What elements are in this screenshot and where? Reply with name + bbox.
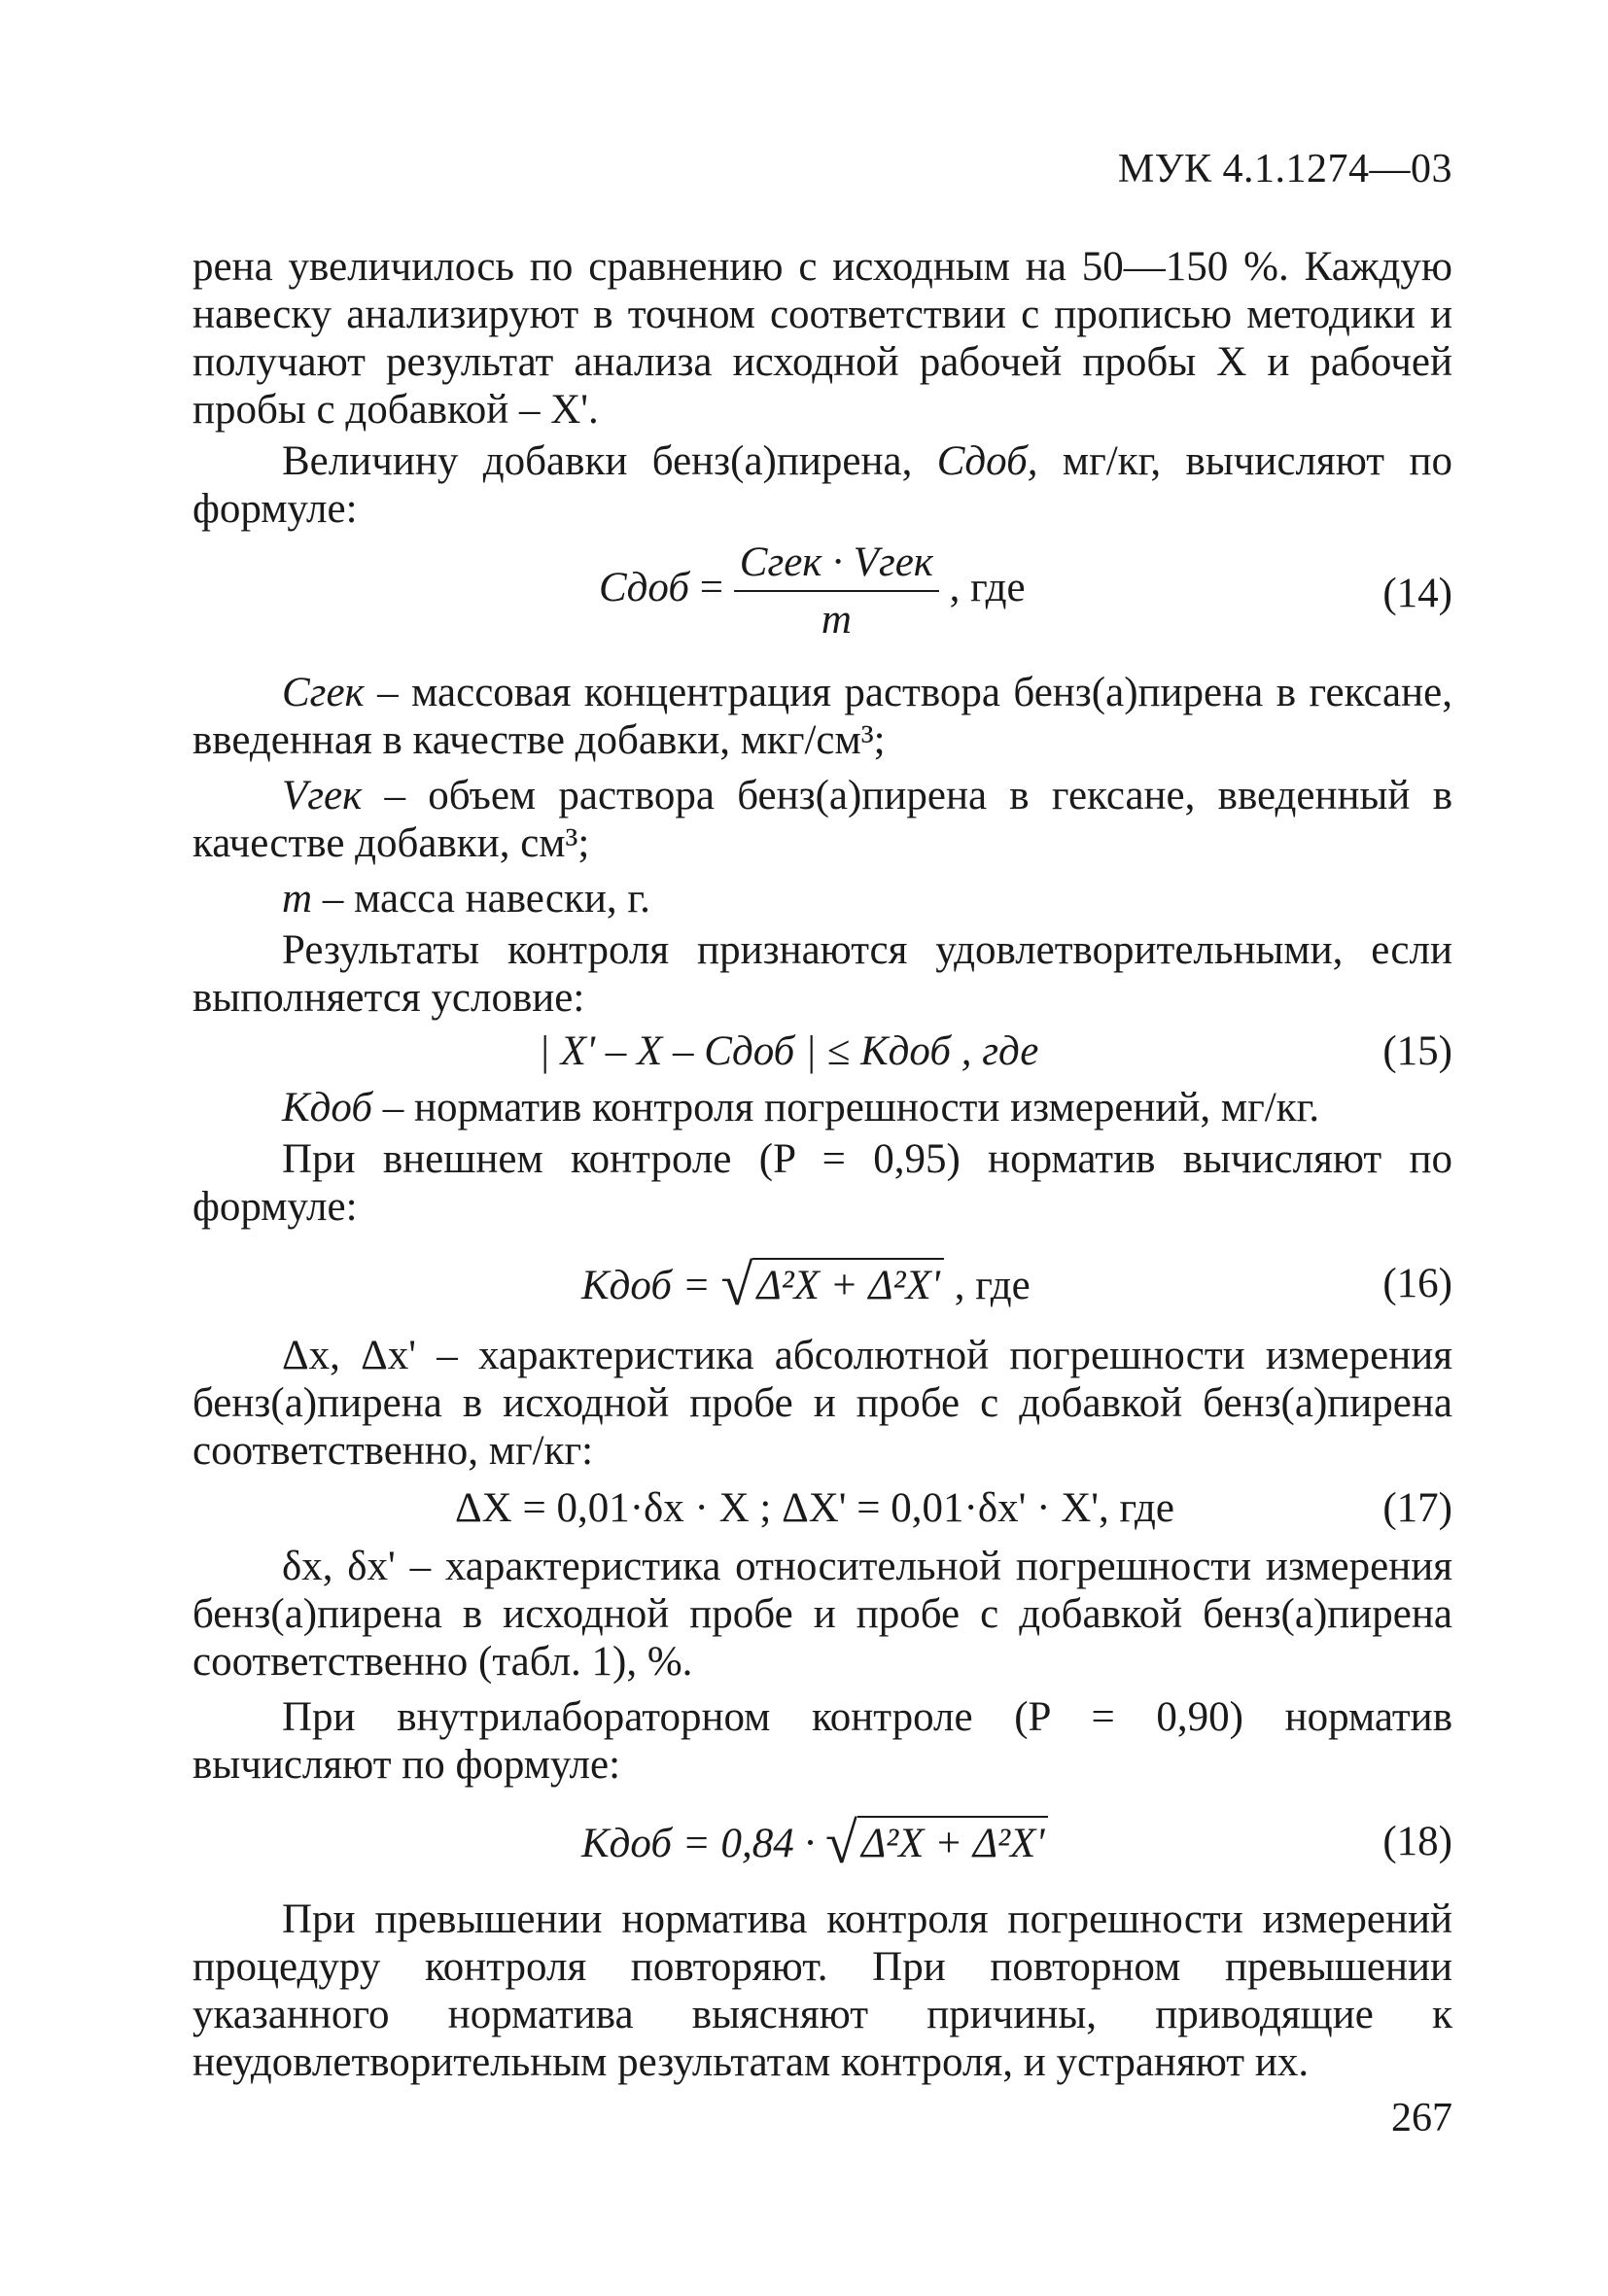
paragraph-conclusion: При превышении норматива контроля погрешности измерений процедуру контроля повторяют. При повторном превышении указанного норматива выясняют причины, приводящие к неудовлетворительным результатам контроля, и устраняют их. xyxy=(192,1896,1452,2085)
paragraph-external-control: При внешнем контроле (P = 0,95) норматив вычисляют по формуле: xyxy=(192,1136,1452,1230)
definition-v-hex: Vгек – объем раствора бенз(а)пирена в гексане, введенный в качестве добавки, см³; xyxy=(192,773,1452,866)
paragraph-internal-control: При внутрилабораторном контроле (P = 0,90) норматив вычисляют по формуле: xyxy=(192,1694,1452,1788)
definition-k-add: Kдоб – норматив контроля погрешности измерений, мг/кг. xyxy=(282,1085,1320,1131)
document-code: МУК 4.1.1274—03 xyxy=(1117,147,1452,191)
page-number: 267 xyxy=(1391,2096,1452,2140)
definition-c-hex: Cгек – массовая концентрация раствора бенз(а)пирена в гексане, введенная в качестве добавки, мкг/см³; xyxy=(192,670,1452,763)
equation-14: Cдоб = $\frac{\text{Cгек · Vгек}}{m}$ , где (14) xyxy=(599,539,1452,643)
paragraph-addition: Величину добавки бенз(а)пирена, Cдоб, мг/кг, вычисляют по формуле: xyxy=(192,438,1452,532)
definition-delta: Δx, Δx' – характеристика абсолютной погрешности измерения бенз(а)пирена в исходной пробе и пробе с добавкой бенз(а)пирена соответственно, мг/кг: xyxy=(192,1333,1452,1474)
equation-18: Kдоб = 0,84 · √Δ²X + Δ²X' (18) xyxy=(581,1811,1452,1875)
equation-16: Kдоб = √Δ²X + Δ²X' , где (16) xyxy=(581,1253,1452,1317)
equation-number: (14) xyxy=(1382,571,1452,616)
page-body xyxy=(192,243,1452,2086)
equation-15: | X' – X – Cдоб | ≤ Kдоб , где (15) xyxy=(539,1028,1452,1074)
paragraph-intro: рена увеличилось по сравнению с исходным на 50—150 %. Каждую навеску анализируют в точном соответствии с прописью методики и получают результат анализа исходной рабочей пробы X и рабочей пробы с добавкой – X'. xyxy=(192,244,1452,433)
definition-m: m – масса навески, г. xyxy=(282,876,650,922)
paragraph-condition: Результаты контроля признаются удовлетворительными, если выполняется условие: xyxy=(192,927,1452,1021)
equation-17: ΔX = 0,01·δx · X ; ΔX' = 0,01·δx' · X', где (17) xyxy=(455,1485,1452,1531)
definition-delta-rel: δx, δx' – характеристика относительной погрешности измерения бенз(а)пирена в исходной пробе и пробе с добавкой бенз(а)пирена соответственно (табл. 1), %. xyxy=(192,1544,1452,1685)
